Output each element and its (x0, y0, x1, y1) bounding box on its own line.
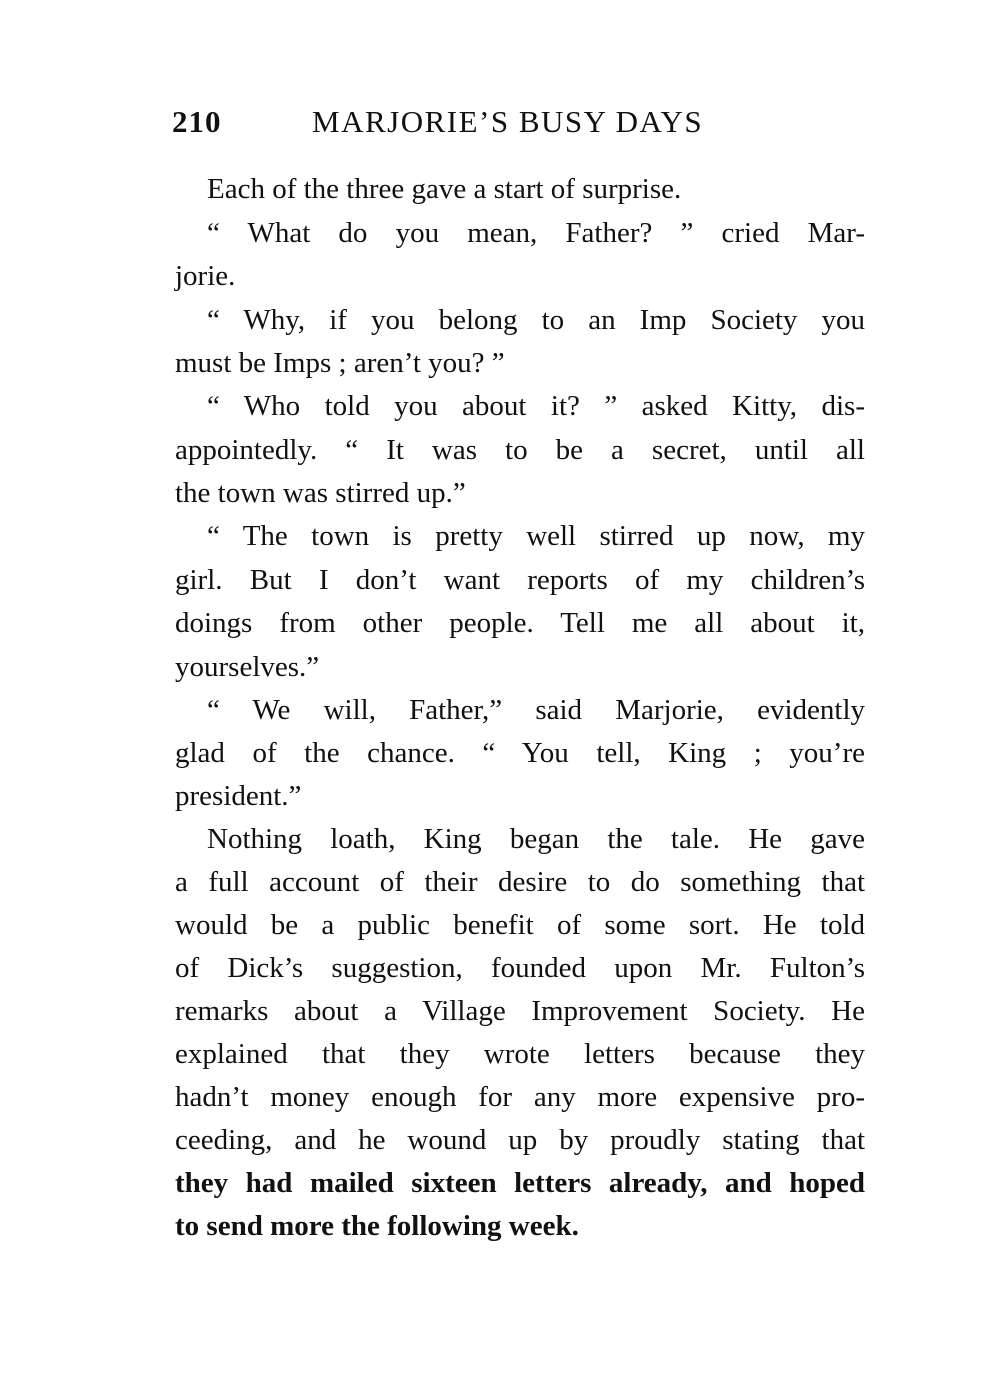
text-line: president.” (175, 780, 302, 812)
text-line: explained that they wrote letters because they (175, 1038, 865, 1070)
text-line: they had mailed sixteen letters already, and hoped (175, 1167, 865, 1199)
text-line: would be a public benefit of some sort. He told (175, 909, 865, 941)
text-line: “ Why, if you belong to an Imp Society you (207, 304, 865, 336)
text-line: jorie. (175, 260, 236, 292)
running-title: MARJORIE’S BUSY DAYS (312, 104, 704, 139)
text-line: a full account of their desire to do something that (175, 866, 865, 898)
page-header (172, 104, 872, 154)
text-line: ceeding, and he wound up by proudly stating that (175, 1124, 865, 1156)
text-line: the town was stirred up.” (175, 477, 466, 509)
text-line: doings from other people. Tell me all about it, (175, 607, 865, 639)
text-line: must be Imps ; aren’t you? ” (175, 347, 505, 379)
text-line: hadn’t money enough for any more expensive pro- (175, 1081, 865, 1113)
text-line: Each of the three gave a start of surprise. (207, 173, 682, 205)
text-line: glad of the chance. “ You tell, King ; you’re (175, 737, 865, 769)
text-line: yourselves.” (175, 651, 320, 683)
text-line: remarks about a Village Improvement Society. He (175, 995, 865, 1027)
text-line: “ We will, Father,” said Marjorie, evidently (207, 694, 865, 726)
text-line: “ What do you mean, Father? ” cried Mar- (207, 217, 865, 249)
text-line: girl. But I don’t want reports of my children’s (175, 564, 865, 596)
text-line: appointedly. “ It was to be a secret, until all (175, 434, 865, 466)
text-line: “ The town is pretty well stirred up now, my (207, 520, 865, 552)
text-line: “ Who told you about it? ” asked Kitty, dis- (207, 390, 865, 422)
text-line: Nothing loath, King began the tale. He gave (207, 823, 865, 855)
text-line: of Dick’s suggestion, founded upon Mr. Fulton’s (175, 952, 865, 984)
page-number: 210 (172, 104, 222, 139)
text-line: to send more the following week. (175, 1210, 579, 1242)
